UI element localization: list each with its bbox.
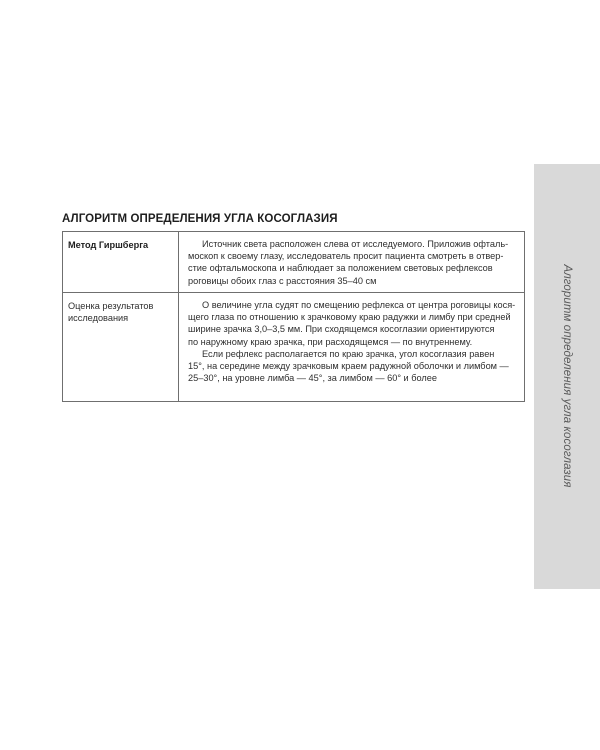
text-line: стие офтальмоскопа и наблюдает за положением световых рефлексов xyxy=(188,263,493,274)
row-label-cell xyxy=(63,232,179,293)
text-line: Источник света расположен слева от исследуемого. Приложив офталь- xyxy=(202,239,509,249)
text-line: щего глаза по отношению к зрачковому краю радужки и лимбу при средней xyxy=(188,312,511,323)
row-label-cell xyxy=(63,293,179,402)
table-row xyxy=(63,293,525,402)
algorithm-table xyxy=(62,231,525,402)
section-title: АЛГОРИТМ ОПРЕДЕЛЕНИЯ УГЛА КОСОГЛАЗИЯ xyxy=(62,213,338,225)
row-label: Метод Гиршберга xyxy=(68,240,149,250)
text-line: ширине зрачка 3,0–3,5 мм. При сходящемся косоглазии ориентируются xyxy=(188,324,495,335)
row-label: Оценка результатов xyxy=(68,301,154,311)
text-line: 15°, на середине между зрачковым краем радужной оболочки и лимбом — xyxy=(188,361,509,372)
chapter-side-tab xyxy=(534,164,600,589)
table-row xyxy=(63,232,525,293)
text-line: 25–30°, на уровне лимба — 45°, за лимбом — 60° и более xyxy=(188,373,437,384)
paragraph xyxy=(188,299,518,348)
chapter-tab-label: Алгоритм определения угла косоглазия xyxy=(561,264,573,488)
text-line: Если рефлекс располагается по краю зрачка, угол косоглазия равен xyxy=(202,348,495,359)
text-line: роговицы обоих глаз с расстояния 35–40 см xyxy=(188,275,377,286)
text-line: по наружному краю зрачка, при расходящемся — по внутреннему. xyxy=(188,336,473,347)
text-line: О величине угла судят по смещению рефлекса от центра роговицы кося- xyxy=(202,300,516,310)
row-label: исследования xyxy=(68,313,129,324)
text-line: москоп к своему глазу, исследователь просит пациента смотреть в отвер- xyxy=(188,251,504,262)
row-text-cell xyxy=(179,293,525,402)
paragraph xyxy=(188,348,518,385)
paragraph xyxy=(188,238,518,287)
row-text-cell xyxy=(179,232,525,293)
